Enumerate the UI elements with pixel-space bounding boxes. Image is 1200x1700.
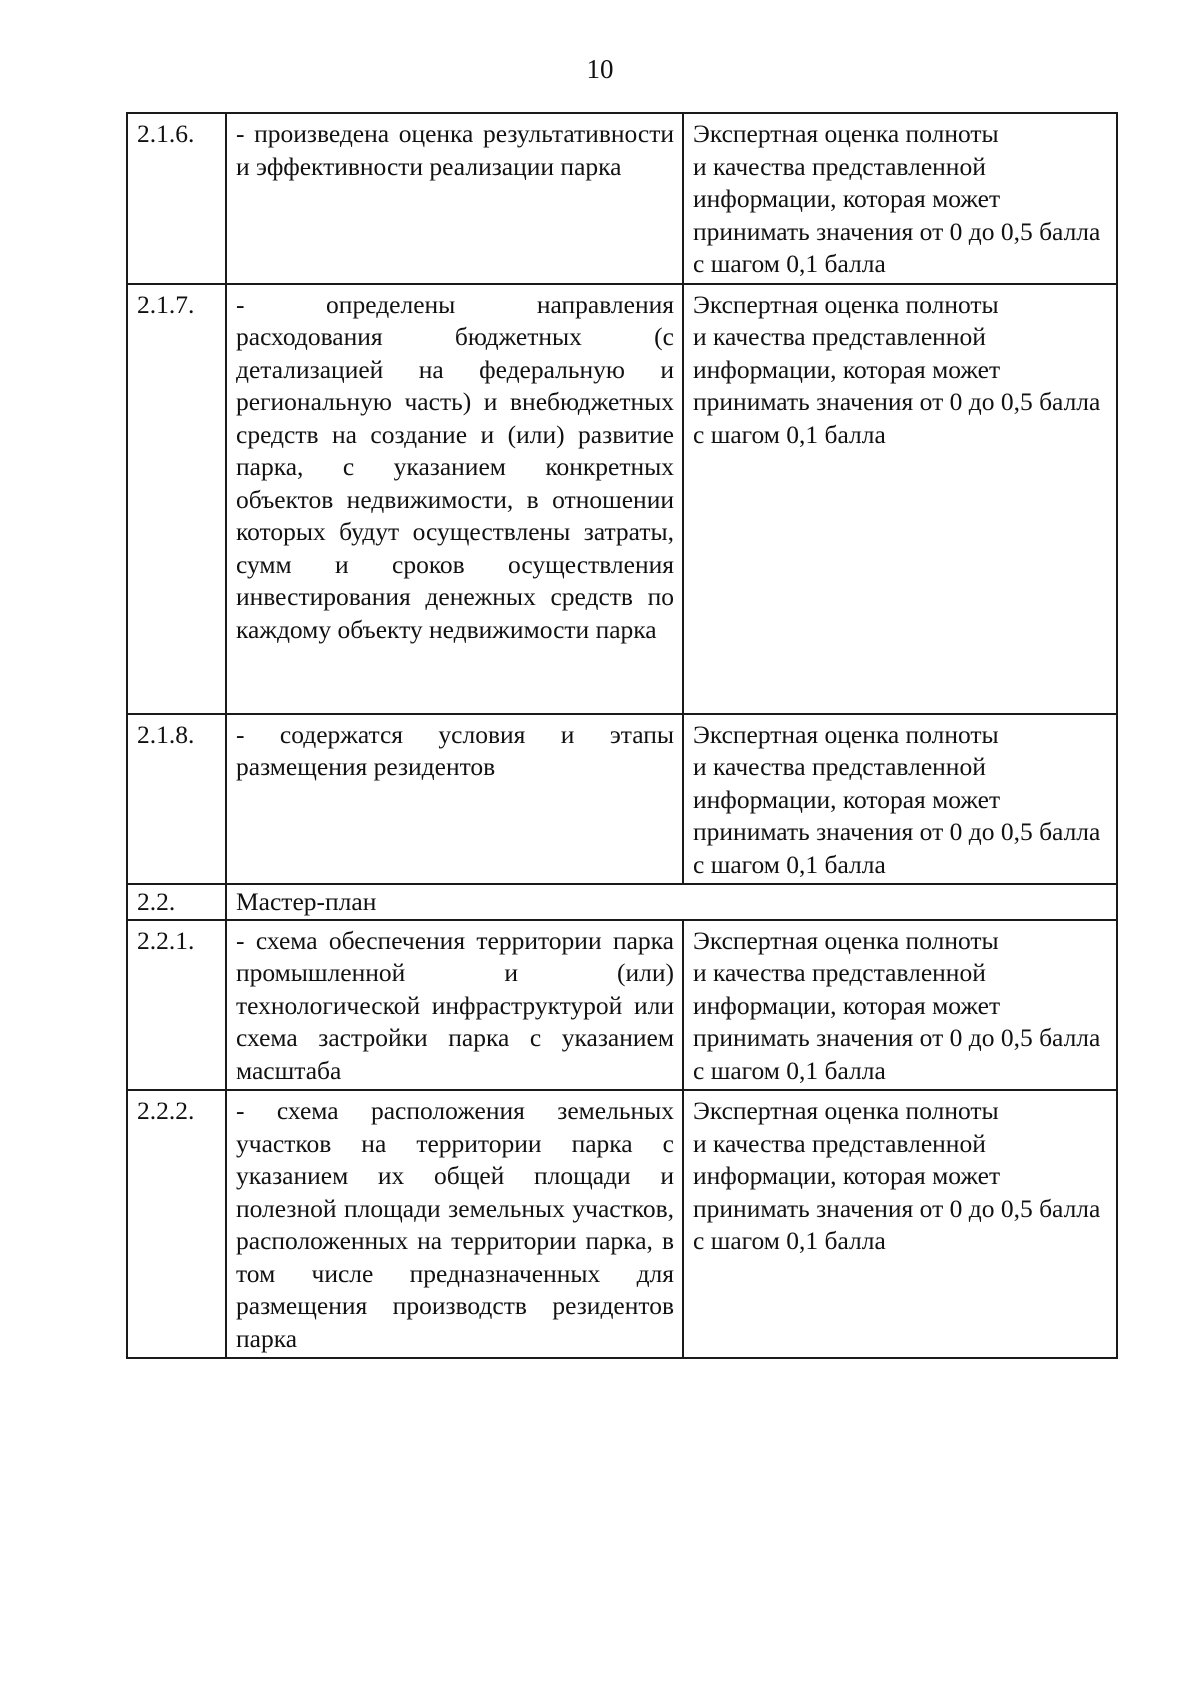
item-criterion: Экспертная оценка полноты и качества представленной информации, которая может принимать значения от 0 до 0,5 балла с шагом 0,1 балла: [683, 920, 1117, 1091]
section-row: [127, 884, 1117, 920]
item-text: - произведена оценка результативности и эффективности реализации парка: [226, 113, 683, 284]
table-row: [127, 113, 1117, 284]
table-row: [127, 1090, 1117, 1358]
table-row: [127, 714, 1117, 885]
item-number: 2.1.8.: [127, 714, 226, 885]
item-criterion: Экспертная оценка полноты и качества представленной информации, которая может принимать значения от 0 до 0,5 балла с шагом 0,1 балла: [683, 714, 1117, 885]
table-row: [127, 284, 1117, 714]
table-row: [127, 920, 1117, 1091]
item-number: 2.1.6.: [127, 113, 226, 284]
item-criterion: Экспертная оценка полноты и качества представленной информации, которая может принимать значения от 0 до 0,5 балла с шагом 0,1 балла: [683, 113, 1117, 284]
item-number: 2.2.1.: [127, 920, 226, 1091]
section-title: Мастер-план: [226, 884, 1117, 920]
section-number: 2.2.: [127, 884, 226, 920]
criteria-table: [126, 112, 1118, 1359]
item-text: - схема обеспечения территории парка промышленной и (или) технологической инфраструктурой или схема застройки парка с указанием масштаба: [226, 920, 683, 1091]
item-criterion: Экспертная оценка полноты и качества представленной информации, которая может принимать значения от 0 до 0,5 балла с шагом 0,1 балла: [683, 284, 1117, 714]
item-number: 2.1.7.: [127, 284, 226, 714]
item-criterion: Экспертная оценка полноты и качества представленной информации, которая может принимать значения от 0 до 0,5 балла с шагом 0,1 балла: [683, 1090, 1117, 1358]
item-number: 2.2.2.: [127, 1090, 226, 1358]
item-text: - определены направления расходования бюджетных (с детализацией на федеральную и региональную часть) и внебюджетных средств на создание и (или) развитие парка, с указанием конкретных объектов недвижимости, в отношении которых будут осуществлены затраты, сумм и сроков осуществления инвестирования денежных средств по каждому объекту недвижимости парка: [226, 284, 683, 714]
item-text: - содержатся условия и этапы размещения резидентов: [226, 714, 683, 885]
page-number: 10: [586, 54, 614, 84]
item-text: - схема расположения земельных участков на территории парка с указанием их общей площади и полезной площади земельных участков, расположенных на территории парка, в том числе предназначенных для размещения производств резидентов парка: [226, 1090, 683, 1358]
